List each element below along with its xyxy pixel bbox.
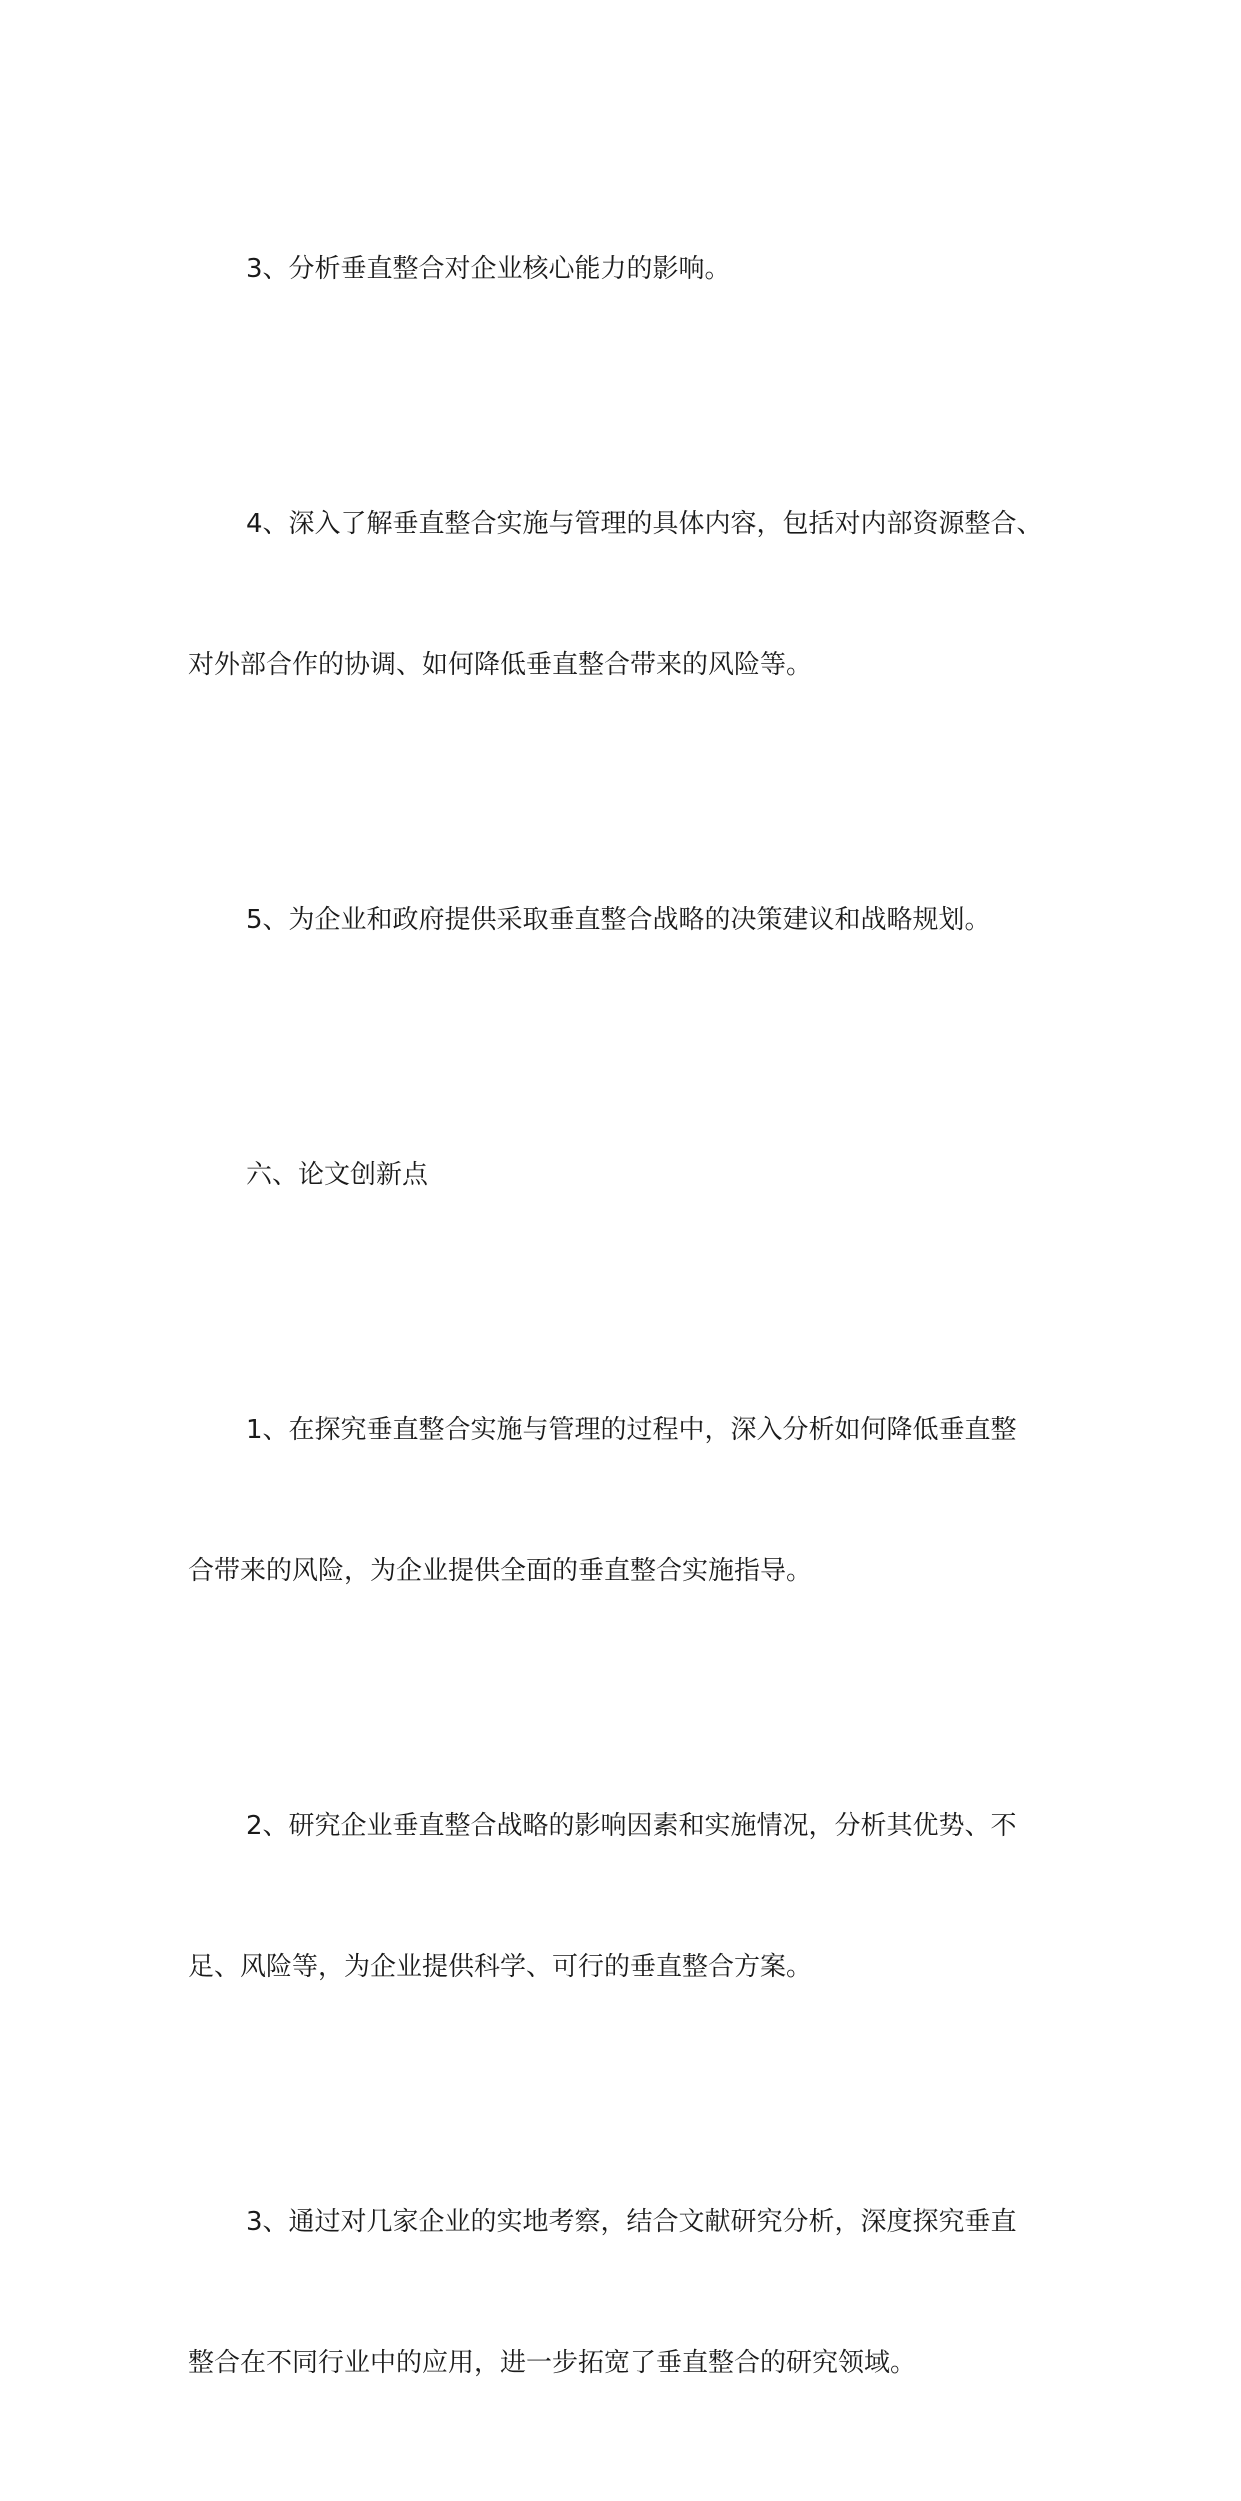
paragraph-objective-3 [188, 152, 1068, 387]
paragraph-innovation-2 [188, 1709, 1068, 2085]
paragraph-line: 1、在探究垂直整合实施与管理的过程中，深入分析如何降低垂直整 [246, 1415, 1017, 1445]
document-body [188, 152, 1068, 2501]
paragraph-line: 3、通过对几家企业的实地考察，结合文献研究分析，深度探究垂直 [246, 2207, 1017, 2237]
paragraph-line: 3、分析垂直整合对企业核心能力的影响。 [246, 254, 731, 284]
paragraph-objective-4 [188, 407, 1068, 783]
paragraph-line: 足、风险等，为企业提供科学、可行的垂直整合方案。 [188, 1952, 813, 1982]
section-heading-innovations [188, 1058, 1068, 1293]
paragraph-line: 4、深入了解垂直整合实施与管理的具体内容，包括对内部资源整合、 [246, 509, 1043, 539]
paragraph-line: 合带来的风险，为企业提供全面的垂直整合实施指导。 [188, 1556, 813, 1586]
paragraph-line: 2、研究企业垂直整合战略的影响因素和实施情况，分析其优势、不 [246, 1811, 1017, 1841]
paragraph-innovation-1 [188, 1313, 1068, 1689]
paragraph-innovation-3 [188, 2105, 1068, 2481]
paragraph-line: 对外部合作的协调、如何降低垂直整合带来的风险等。 [188, 650, 813, 680]
paragraph-line: 整合在不同行业中的应用，进一步拓宽了垂直整合的研究领域。 [188, 2348, 917, 2378]
paragraph-objective-5 [188, 803, 1068, 1038]
paragraph-line: 5、为企业和政府提供采取垂直整合战略的决策建议和战略规划。 [246, 905, 991, 935]
section-heading-text: 六、论文创新点 [246, 1160, 429, 1190]
